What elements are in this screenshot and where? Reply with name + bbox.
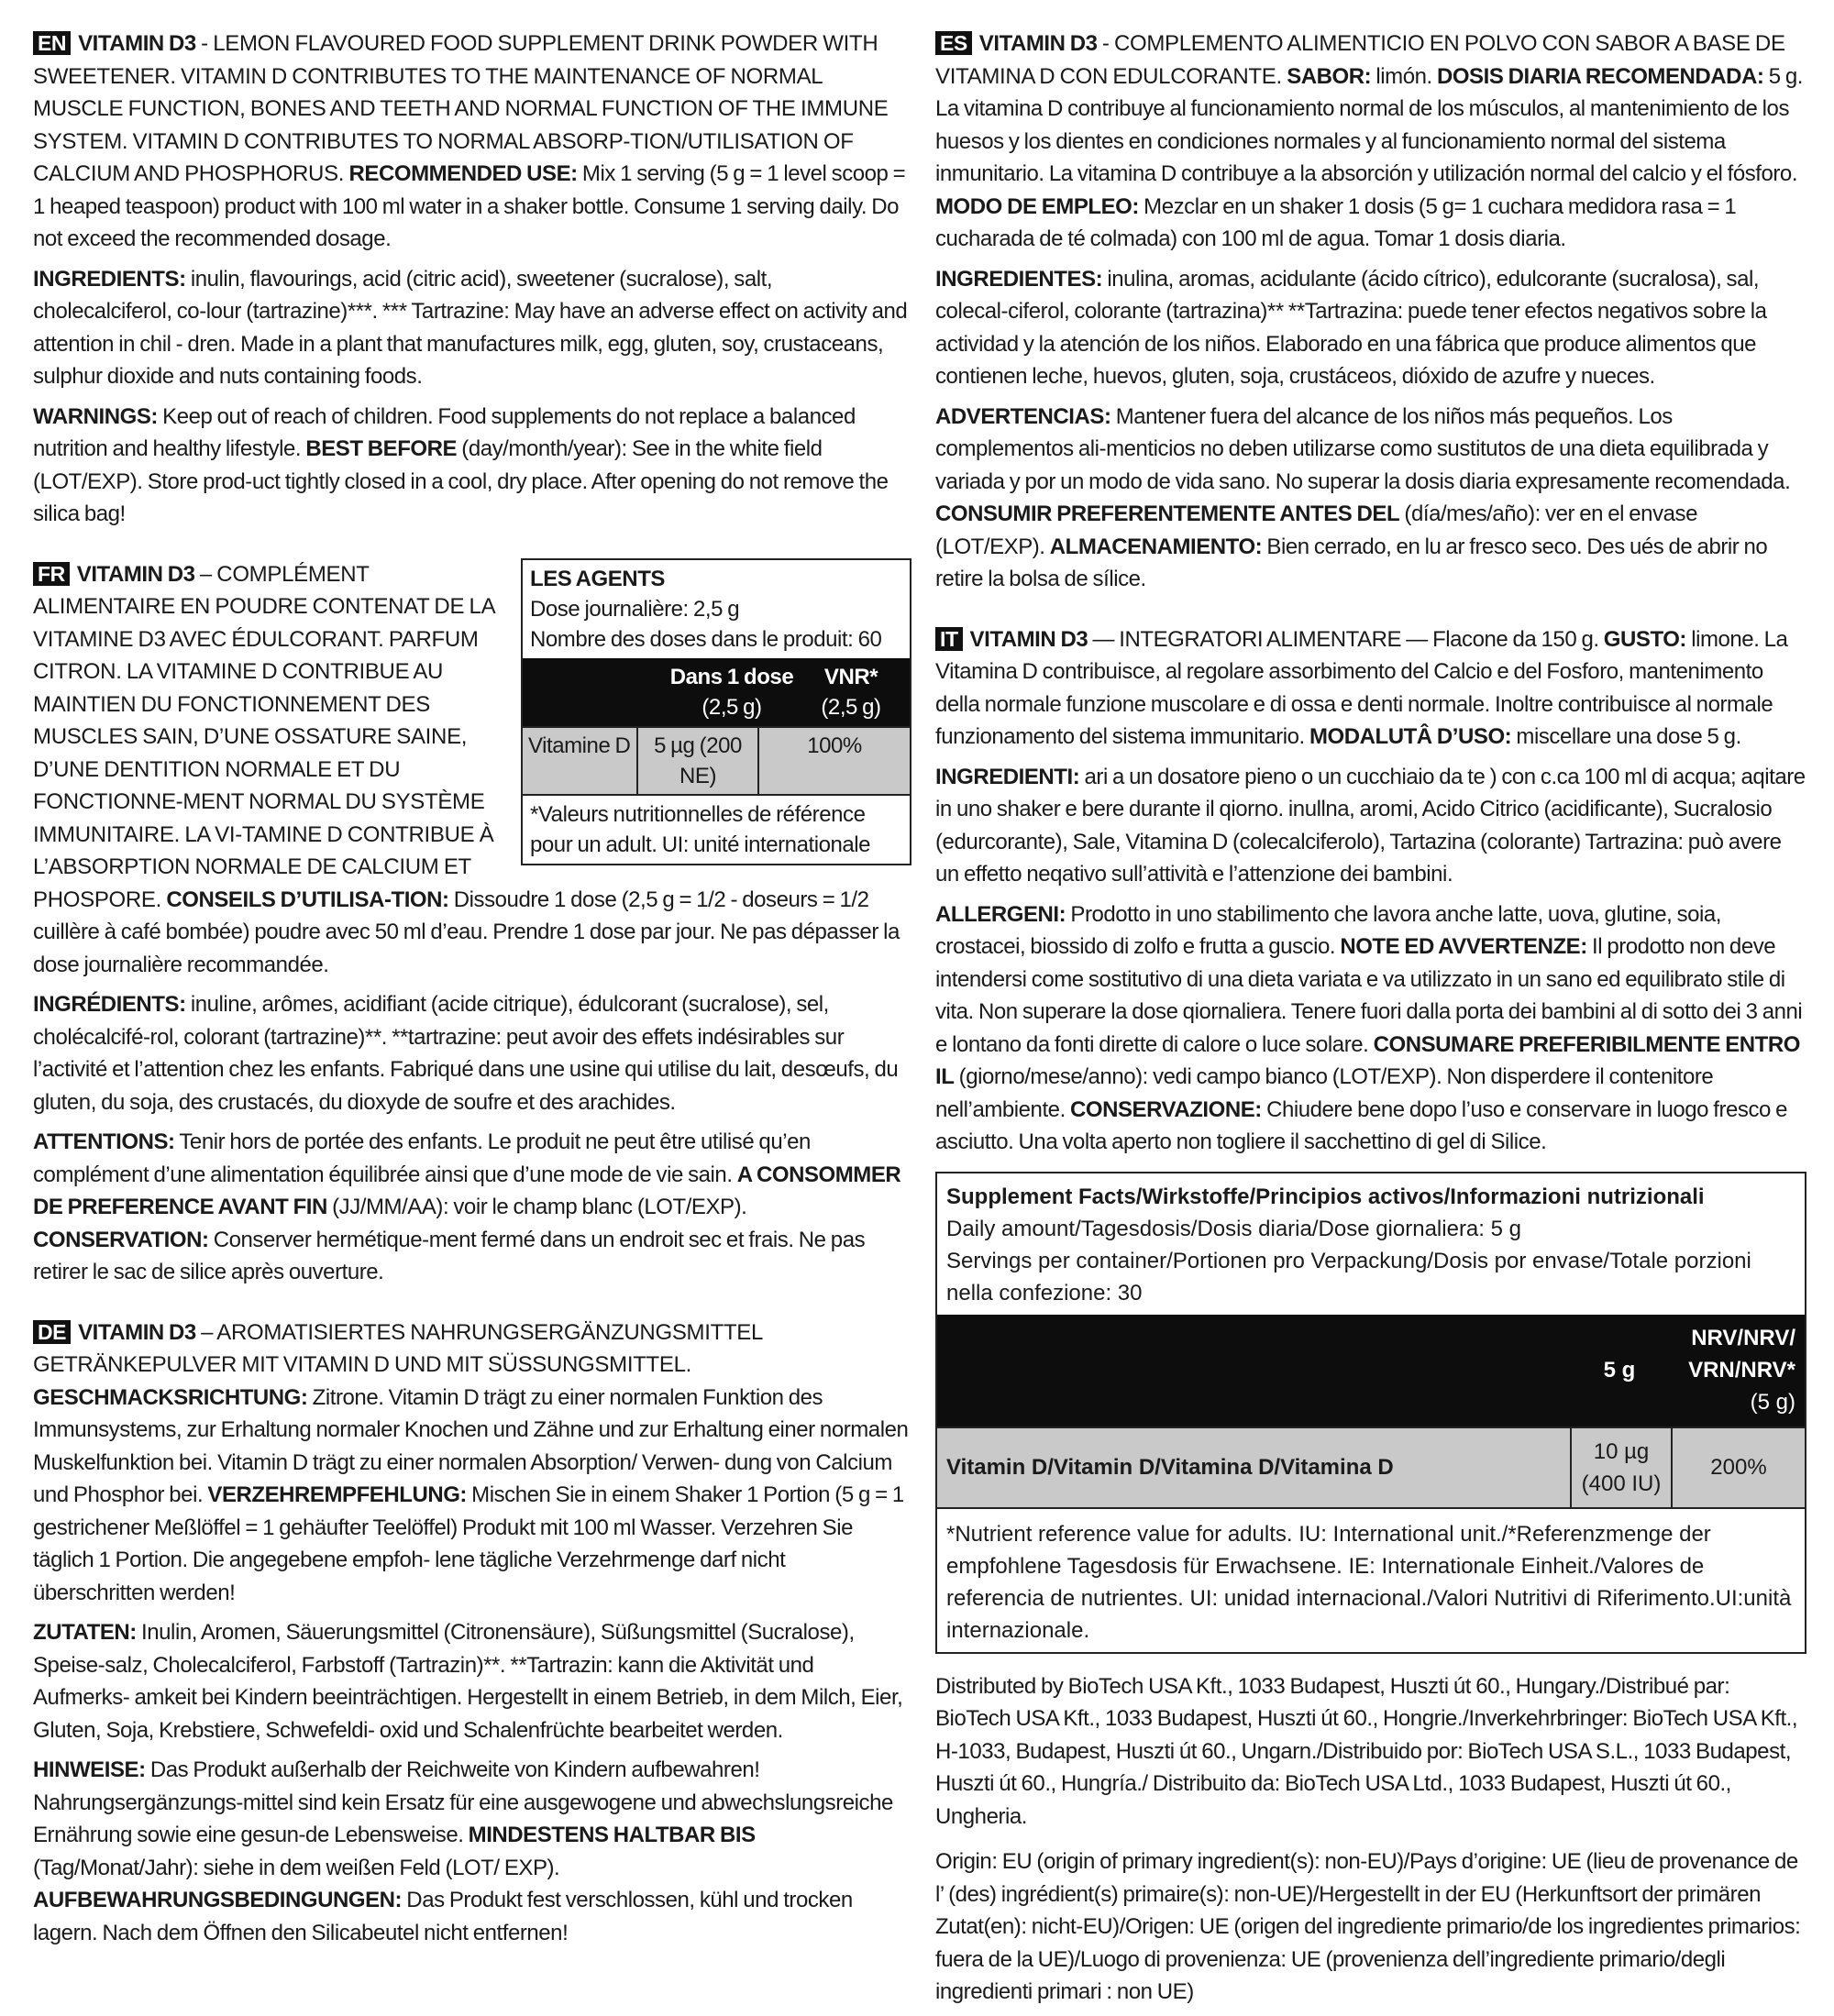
facts-row	[937, 1427, 1805, 1509]
it-allergens-text: Prodotto in uno stabilimento che lavora anche latte, uova, glutine, soia, crostacei, biossido di zolfo e frutta a guscio.	[935, 901, 1722, 959]
fr-row-name: Vitamine D	[528, 733, 631, 758]
origin-text: Origin: EU (origin of primary ingredient(s): non-EU)/Pays d’origine: UE (lieu de provenance de l’ (des) ingrédient(s) primaire(s): non-UE)/Hergestellt in der EU (Herkunftsort der primären Zutat(en): nicht-EU)/Origen: UE (origen del ingrediente primario/de los ingredientes primarios: fuera de la UE)/Luogo di provenienza: UE (provenienza dell’ingrediente primario/degli ingredienti primari : non UE)	[935, 1849, 1801, 2004]
en-use-label: RECOMMENDED USE:	[348, 161, 578, 186]
supplement-facts-table	[935, 1172, 1806, 1654]
language-tag-en: EN	[33, 31, 71, 55]
it-best-before-text: (giorno/mese/anno): vedi campo bianco (LOT/EXP). Non disperdere il contenitore nell’ambiente.	[935, 1064, 1714, 1122]
it-ingredients-text: ari a un dosatore pieno o un cucchiaio da te ) con c.ca 100 ml di acqua; aqitare in uno shaker e bere durante il qiorno. inullna, aromi, Acido Citrico (acidificante), Sucralosio (edurcorante), Sale, Vitamina D (colecalciferolo), Tartazina (colorante) Tartrazina: può avere un effetto neqativo sull’attività e l’attenzione dei bambini.	[935, 764, 1806, 887]
es-product-title: VITAMIN D3	[978, 31, 1098, 56]
section-it	[935, 623, 1806, 1159]
es-warnings-paragraph	[935, 401, 1806, 596]
distributor-text: Distributed by BioTech USA Kft., 1033 Budapest, Huszti út 60., Hungary./Distribué par: BioTech USA Kft., 1033 Budapest, Huszti út 60., Hongrie./Inverkehrbringer: BioTech USA Kft., H-1033, Budapest, Huszti út 60., Ungarn./Distribuido por: BioTech USA S.L., 1033 Budapest, Huszti út 60., Hungría./ Distribuito da: BioTech USA Ltd., 1033 Budapest, Huszti út 60., Ungheria.	[935, 1673, 1798, 1829]
it-flavour-label: GUSTO:	[1603, 626, 1686, 652]
de-use-label: VERZEHREMPFEHLUNG:	[207, 1482, 467, 1507]
it-description: — INTEGRATORI ALIMENTARE — Flacone da 150 g.	[1088, 626, 1604, 652]
fr-conservation-label: CONSERVATION:	[33, 1227, 209, 1252]
en-ingredients-text: inulin, flavourings, acid (citric acid), sweetener (sucralose), salt, cholecalciferol, co-lour (tartrazine)***. *** Tartrazine: May have an adverse effect on activity and attention in chil - dren. Made in a plant that manufactures milk, egg, gluten, soy, crustaceans, sulphur dioxide and nuts containing foods.	[33, 266, 908, 389]
en-best-before-text: (day/month/year): See in the white field (LOT/EXP). Store prod-uct tightly closed in a cool, dry place. After opening do not remove the silica bag!	[33, 436, 889, 526]
language-tag-de: DE	[33, 1320, 71, 1344]
fr-conservation-text: Conserver hermétique-ment fermé dans un endroit sec et frais. Ne pas retirer le sac de silice après ouverture.	[33, 1227, 866, 1284]
it-intro-paragraph	[935, 623, 1806, 754]
es-intro-paragraph	[935, 28, 1806, 256]
es-best-before-text: (día/mes/año): ver en el envase (LOT/EXP).	[935, 501, 1697, 559]
fr-use-text: Dissoudre 1 dose (2,5 g = 1/2 - doseurs = 1/2 cuillère à café bombée) poudre avec 50 ml d’eau. Prendre 1 dose par jour. Ne pas dépasser la dose journalière recommandée.	[33, 887, 900, 977]
fr-warnings-paragraph	[33, 1126, 911, 1289]
es-ingredients-text: inulina, aromas, acidulante (ácido cítrico), edulcorante (sucralosa), sal, colecal-ciferol, colorante (tartrazina)** **Tartrazina: puede tener efectos negativos sobre la actividad y la atención de los niños. Elaborado en una fábrica que produce alimentos que contienen leche, huevos, gluten, soja, crustáceos, dióxido de azufre y nueces.	[935, 266, 1767, 389]
facts-servings: Servings per container/Portionen pro Verpackung/Dosis por envase/Totale porzioni nella confezione: 30	[946, 1248, 1751, 1305]
es-flavour-label: SABOR:	[1287, 63, 1372, 89]
it-allergens-label: ALLERGENI:	[935, 901, 1066, 927]
en-warnings-paragraph	[33, 401, 911, 531]
fr-row-percent: 100%	[757, 728, 910, 794]
facts-col-nrv: NRV/NRV/ VRN/NRV* (5 g)	[1688, 1326, 1795, 1415]
de-flavour-label: GESCHMACKSRICHTUNG:	[33, 1384, 308, 1410]
it-conservation-text: Chiudere bene dopo l’uso e conservare in luogo fresco e asciutto. Una volta aperto non togliere il sacchettino di gel di Silice.	[935, 1096, 1788, 1154]
it-flavour-text: limone. La Vitamina D contribuisce, al regolare assorbimento del Calcio e del Fosforo, mantenimento della normale funzione muscolare e di ossa e denti normale. Inoltre contribuisce al normale funzionamento del sistema immunitario.	[935, 626, 1788, 749]
facts-header	[937, 1173, 1805, 1315]
section-fr	[33, 558, 911, 1289]
fr-ingredients-text: inuline, arômes, acidifiant (acide citrique), édulcorant (sucralose), sel, cholécalcifé-rol, colorant (tartrazine)**. **tartrazine: peut avoir des effets indésirables sur l’activité et l’attention chez les enfants. Fabriqué dans une usine qui utilise du lait, desœufs, du gluten, du soja, des crustacés, du dioxyde de soufre et des arachides.	[33, 992, 899, 1115]
it-use-text: miscellare una dose 5 g.	[1511, 724, 1741, 749]
fr-table-column-header	[523, 658, 910, 726]
it-product-title: VITAMIN D3	[969, 626, 1088, 652]
left-column	[33, 28, 911, 1956]
fr-table-footnote: *Valeurs nutritionnelles de référence pour un adult. UI: unité internationale	[530, 801, 871, 857]
fr-warnings-label: ATTENTIONS:	[33, 1129, 175, 1154]
de-best-before-label: MINDESTENS HALTBAR BIS	[468, 1823, 756, 1847]
section-es	[935, 28, 1806, 596]
de-ingredients-paragraph	[33, 1616, 911, 1746]
de-description: – AROMATISIERTES NAHRUNGSERGÄNZUNGSMITTEL GETRÄNKEPULVER MIT VITAMIN D UND MIT SÜSSUNGSMITTEL.	[33, 1319, 763, 1377]
de-ingredients-text: Inulin, Aromen, Säuerungsmittel (Citronensäure), Süßungsmittel (Sucralose), Speise-salz, Cholecalciferol, Farbstoff (Tartrazin)**. **Tartrazin: kann die Aktivität und Aufmerks- amkeit bei Kindern beeinträchtigen. Hergestellt in einem Betrieb, in dem Milch, Eier, Gluten, Soja, Krebstiere, Schwefeldi- oxid und Schalenfrüchte bearbeitet werden.	[33, 1620, 903, 1743]
section-de	[33, 1316, 911, 1950]
facts-column-header	[937, 1315, 1805, 1427]
es-description: - COMPLEMENTO ALIMENTICIO EN POLVO CON SABOR A BASE DE VITAMINA D CON EDULCORANTE.	[935, 31, 1785, 89]
de-ingredients-label: ZUTATEN:	[33, 1620, 137, 1645]
de-best-before-text: (Tag/Monat/Jahr): siehe in dem weißen Feld (LOT/ EXP).	[33, 1855, 560, 1880]
fr-col-vnr: VNR* (2,5 g)	[821, 664, 881, 720]
it-notes-label: NOTE ED AVVERTENZE:	[1340, 934, 1587, 959]
es-dose-text: 5 g. La vitamina D contribuye al funcionamiento normal de los músculos, al mantenimiento de los huesos y los dientes en condiciones normales y al funcionamiento normal del sistema inmunitario. La vitamina D contribuye a la absorción y utilización normal del calcio y el fósforo.	[935, 63, 1803, 186]
section-en	[33, 28, 911, 531]
fr-warnings-text: Tenir hors de portée des enfants. Le produit ne peut être utilisé qu’en complément d’une alimentation équilibrée ainsi que d’une mode de vie sain.	[33, 1129, 811, 1187]
en-description: - LEMON FLAVOURED FOOD SUPPLEMENT DRINK POWDER WITH SWEETENER. VITAMIN D CONTRIBUTES TO THE MAINTENANCE OF NORMAL MUSCLE FUNCTION, BONES AND TEETH AND NORMAL FUNCTION OF THE IMMUNE SYSTEM. VITAMIN D CONTRIBUTES TO NORMAL ABSORP-TION/UTILISATION OF CALCIUM AND PHOSPHORUS.	[33, 31, 889, 186]
fr-best-before-text: (JJ/MM/AA): voir le champ blanc (LOT/EXP).	[326, 1195, 747, 1219]
en-product-title: VITAMIN D3	[78, 31, 196, 56]
fr-nutrition-table	[521, 558, 911, 865]
facts-col-amount: 5 g	[1603, 1358, 1636, 1383]
de-use-text: Mischen Sie in einem Shaker 1 Portion (5 g = 1 gestrichener Meßlöffel = 1 gehäufter Teelöffel) Produkt mit 100 ml Wasser. Verzehren Sie täglich 1 Portion. Die angegebene empfoh- lene tägliche Verzehrmenge darf nicht überschritten werden!	[33, 1482, 904, 1605]
right-column	[935, 28, 1806, 2016]
language-tag-it: IT	[935, 627, 963, 651]
en-best-before-label: BEST BEFORE	[305, 436, 458, 461]
fr-row-amount: 5 µg (200 NE)	[636, 728, 757, 794]
de-storage-label: AUFBEWAHRUNGSBEDINGUNGEN:	[33, 1888, 403, 1912]
es-warnings-text: Mantener fuera del alcance de los niños más pequeños. Los complementos ali-menticios no deben utilizarse como sustitutos de una dieta equilibrada y variada y por un modo de vida sano. No superar la dosis diaria expresamente recomendada.	[935, 403, 1791, 494]
fr-table-title: LES AGENTS	[530, 566, 665, 591]
fr-col-per-dose: Dans 1 dose (2,5 g)	[669, 664, 794, 720]
fr-servings: Nombre des doses dans le produit: 60	[530, 626, 882, 652]
en-use-text: Mix 1 serving (5 g = 1 level scoop = 1 heaped teaspoon) product with 100 ml water in a shaker bottle. Consume 1 serving daily. Do not exceed the recommended dosage.	[33, 161, 906, 251]
it-notes-text: Il prodotto non deve intendersi come sostitutivo di una dieta variata e va utilizzato in un sano ed equilibrato stile di vita. Non superare la dose qiornaliera. Tenere fuori dalla porta dei bambini al di sotto dei 3 anni e lontano da fonti dirette di calore o luce solare.	[935, 934, 1803, 1057]
fr-description: – COMPLÉMENT ALIMENTAIRE EN POUDRE CONTENAT DE LA VITAMINE D3 AVEC ÉDULCORANT. PARFUM CITRON. LA VITAMINE D CONTRIBUE AU MAINTIEN DU FONCTIONNEMENT DES MUSCLES SAIN, D’UNE OSSATURE SAINE, D’UNE DENTITION NORMALE ET DU FONCTIONNE-MENT NORMAL DU SYSTÈME IMMUNITAIRE. LA VI-TAMINE D CONTRIBUE À L’ABSORPTION NORMALE DE CALCIUM ET PHOSPORE.	[33, 561, 494, 912]
it-use-label: MODALUTÂ D’USO:	[1309, 724, 1512, 749]
de-warnings-text: Das Produkt außerhalb der Reichweite von Kindern aufbewahren! Nahrungsergänzungs-mittel sind kein Ersatz für eine ausgewogene und abwechslungsreiche Ernährung sowie eine gesun-de Lebensweise.	[33, 1757, 893, 1847]
en-warnings-label: WARNINGS:	[33, 403, 158, 429]
fr-ingredients-paragraph	[33, 988, 911, 1118]
it-ingredients-label: INGREDIENTI:	[935, 764, 1080, 789]
fr-table-row	[523, 726, 910, 796]
section-distributor	[935, 1670, 1806, 2009]
es-use-text: Mezclar en un shaker 1 dosis (5 g= 1 cuchara medidora rasa = 1 cucharada de té colmada) con 100 ml de agua. Tomar 1 dosis diaria.	[935, 193, 1737, 251]
en-warnings-text: Keep out of reach of children. Food supplements do not replace a balanced nutrition and healthy lifestyle.	[33, 403, 856, 461]
it-allergens-paragraph	[935, 898, 1806, 1159]
fr-ingredients-label: INGRÉDIENTS:	[33, 992, 186, 1017]
es-ingredients-paragraph	[935, 263, 1806, 393]
de-product-title: VITAMIN D3	[78, 1319, 196, 1345]
de-flavour-text: Zitrone. Vitamin D trägt zu einer normalen Funktion des Immunsystems, zur Erhaltung normaler Knochen und Zähne und zur Erhaltung einer normalen Muskelfunktion bei. Vitamin D trägt zu einer normalen Absorption/ Verwen- dung von Calcium und Phosphor bei.	[33, 1384, 909, 1507]
it-conservation-label: CONSERVAZIONE:	[1070, 1096, 1262, 1122]
es-ingredients-label: INGREDIENTES:	[935, 266, 1103, 292]
en-ingredients-paragraph	[33, 263, 911, 393]
facts-row-amount: 10 µg (400 IU)	[1570, 1428, 1671, 1507]
fr-best-before-label: A CONSOMMER DE PREFERENCE AVANT FIN	[33, 1162, 901, 1219]
es-use-label: MODO DE EMPLEO:	[935, 193, 1139, 219]
de-storage-text: Das Produkt fest verschlossen, kühl und trocken lagern. Nach dem Öffnen den Silicabeutel nicht entfernen!	[33, 1888, 853, 1945]
language-tag-es: ES	[935, 31, 972, 55]
facts-row-name: Vitamin D/Vitamin D/Vitamina D/Vitamina D	[946, 1455, 1394, 1480]
es-flavour-text: limón.	[1371, 63, 1437, 89]
facts-row-percent: 200%	[1671, 1428, 1805, 1507]
facts-daily-amount: Daily amount/Tagesdosis/Dosis diaria/Dose giornaliera: 5 g	[946, 1216, 1521, 1241]
facts-footnote: *Nutrient reference value for adults. IU: International unit./*Referenzmenge der empfohlene Tagesdosis für Erwachsene. IE: Internationale Einheit./Valores de referencia de nutrientes. UI: unidad internacional./Valori Nutritivi di Riferimento.UI:unità internazionale.	[946, 1521, 1792, 1643]
it-ingredients-paragraph	[935, 761, 1806, 891]
es-storage-text: Bien cerrado, en lu ar fresco seco. Des ués de abrir no retire la bolsa de sílice.	[935, 534, 1768, 591]
de-warnings-label: HINWEISE:	[33, 1757, 146, 1782]
en-ingredients-label: INGREDIENTS:	[33, 266, 186, 292]
fr-table-header	[523, 560, 910, 658]
de-warnings-paragraph	[33, 1754, 911, 1949]
es-warnings-label: ADVERTENCIAS:	[935, 403, 1111, 429]
it-best-before-label: CONSUMARE PREFERIBILMENTE ENTRO IL	[935, 1031, 1800, 1089]
de-intro-paragraph	[33, 1316, 911, 1610]
fr-product-title: VITAMIN D3	[76, 561, 195, 587]
es-dose-label: DOSIS DIARIA RECOMENDADA:	[1436, 63, 1764, 89]
es-best-before-label: CONSUMIR PREFERENTEMENTE ANTES DEL	[935, 501, 1400, 526]
fr-use-label: CONSEILS D’UTILISA-TION:	[166, 887, 449, 912]
fr-daily-dose: Dose journalière: 2,5 g	[530, 596, 740, 622]
facts-title: Supplement Facts/Wirkstoffe/Principios activos/Informazioni nutrizionali	[946, 1184, 1705, 1209]
es-storage-label: ALMACENAMIENTO:	[1049, 534, 1263, 559]
language-tag-fr: FR	[33, 562, 70, 586]
en-intro-paragraph	[33, 28, 911, 256]
